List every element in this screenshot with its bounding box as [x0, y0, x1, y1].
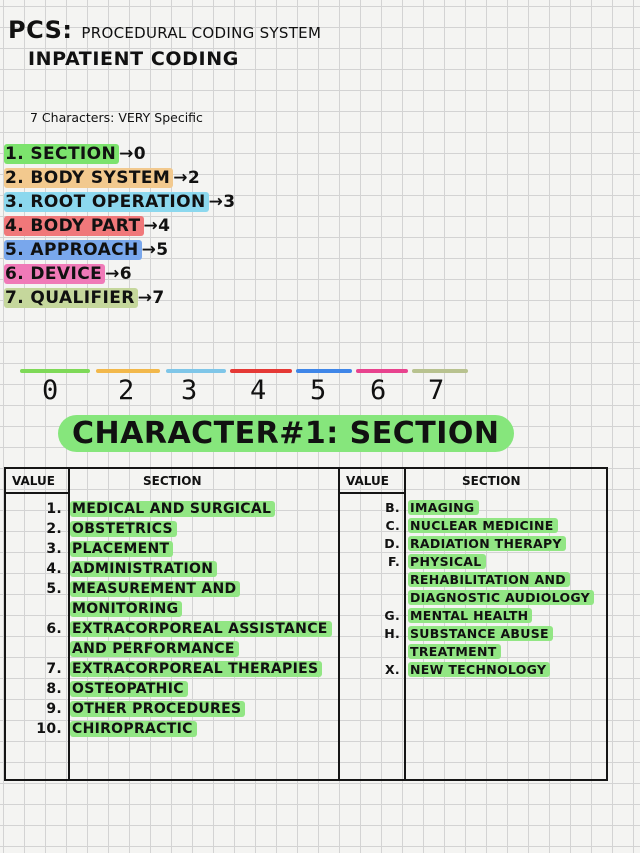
row-section-text: IMAGING	[408, 500, 479, 515]
character-color-key	[18, 369, 470, 406]
row-value: 10.	[36, 721, 62, 737]
color-key-digit: 7	[428, 375, 445, 406]
row-section-text: MEASUREMENT AND MONITORING	[70, 581, 240, 617]
header-value-right: VALUE	[346, 474, 389, 488]
table-header-rule	[6, 492, 68, 494]
row-section-text: ADMINISTRATION	[70, 561, 217, 577]
table-header-rule	[338, 492, 404, 494]
row-section-text: MEDICAL AND SURGICAL	[70, 501, 275, 517]
row-value: 6.	[46, 621, 62, 637]
step-label: 6. DEVICE	[4, 264, 105, 284]
section-title-wrap	[58, 415, 514, 452]
row-section-text: PLACEMENT	[70, 541, 173, 557]
row-value: C.	[385, 518, 400, 533]
row-section-text: OSTEOPATHIC	[70, 681, 188, 697]
row-section-text: RADIATION THERAPY	[408, 536, 566, 551]
color-key-digit: 3	[181, 375, 198, 406]
color-key-digit: 5	[310, 375, 327, 406]
step-arrow: →3	[208, 192, 236, 212]
row-section-text: NEW TECHNOLOGY	[408, 662, 550, 677]
color-key-digit: 6	[370, 375, 387, 406]
step-root-operation	[4, 190, 235, 214]
row-section-text: NUCLEAR MEDICINE	[408, 518, 558, 533]
page-subtitle: INPATIENT CODING	[28, 48, 239, 70]
row-section-text: MENTAL HEALTH	[408, 608, 532, 623]
step-label: 5. APPROACH	[4, 240, 142, 260]
table-divider	[404, 469, 406, 779]
row-section	[70, 699, 336, 719]
row-value: 3.	[46, 541, 62, 557]
row-value: 9.	[46, 701, 62, 717]
color-key-swatch	[296, 369, 352, 373]
step-body-part	[4, 214, 235, 238]
color-key-digit: 2	[118, 375, 135, 406]
step-label: 7. QUALIFIER	[4, 288, 138, 308]
step-qualifier	[4, 286, 235, 310]
character-steps-list	[4, 142, 235, 310]
step-arrow: →5	[141, 240, 169, 260]
step-label: 4. BODY PART	[4, 216, 144, 236]
color-key-swatch	[166, 369, 226, 373]
color-key-swatch	[412, 369, 468, 373]
seven-characters-note: 7 Characters: VERY Specific	[30, 110, 203, 125]
row-section	[408, 625, 568, 661]
color-key-digit: 0	[42, 375, 59, 406]
row-section	[70, 719, 336, 739]
row-value: 4.	[46, 561, 62, 577]
step-arrow: →0	[119, 144, 147, 164]
step-body-system	[4, 166, 235, 190]
color-key-swatch	[356, 369, 408, 373]
row-section	[408, 661, 604, 679]
title-procedural-coding-system: PROCEDURAL CODING SYSTEM	[81, 24, 322, 42]
page-title	[8, 16, 321, 44]
row-section	[408, 535, 604, 553]
color-key-digit: 4	[250, 375, 267, 406]
step-arrow: →2	[173, 168, 201, 188]
step-arrow: →7	[137, 288, 165, 308]
color-key-swatch	[230, 369, 292, 373]
row-section	[70, 679, 336, 699]
row-section-text: SUBSTANCE ABUSE TREATMENT	[408, 626, 553, 659]
row-value: G.	[384, 608, 400, 623]
step-approach	[4, 238, 235, 262]
row-value: 8.	[46, 681, 62, 697]
row-value: D.	[384, 536, 400, 551]
row-value: X.	[385, 662, 400, 677]
row-section-text: EXTRACORPOREAL THERAPIES	[70, 661, 322, 677]
color-key-swatch	[96, 369, 160, 373]
row-section	[408, 517, 604, 535]
row-value: F.	[387, 554, 400, 569]
step-arrow: →6	[105, 264, 132, 284]
color-key-swatch	[20, 369, 90, 373]
row-section	[408, 607, 604, 625]
row-section-text: PHYSICAL REHABILITATION AND DIAGNOSTIC AUDIOLOGY	[408, 554, 594, 605]
row-section	[408, 553, 604, 607]
step-label: 2. BODY SYSTEM	[4, 168, 173, 188]
step-section	[4, 142, 235, 166]
row-value: 1.	[46, 501, 62, 517]
row-section-text: CHIROPRACTIC	[70, 721, 197, 737]
header-section-left: SECTION	[143, 474, 202, 488]
row-value: 2.	[46, 521, 62, 537]
row-section-text: EXTRACORPOREAL ASSISTANCE AND PERFORMANCE	[70, 621, 332, 657]
row-value: 7.	[46, 661, 62, 677]
step-device	[4, 262, 235, 286]
row-section-text: OBSTETRICS	[70, 521, 177, 537]
section-table	[4, 467, 608, 781]
step-arrow: →4	[143, 216, 171, 236]
step-label: 1. SECTION	[4, 144, 119, 164]
row-section	[408, 499, 604, 517]
row-value: H.	[384, 626, 400, 641]
row-value: 5.	[46, 581, 62, 597]
header-value-left: VALUE	[12, 474, 55, 488]
header-section-right: SECTION	[462, 474, 521, 488]
step-label: 3. ROOT OPERATION	[4, 192, 209, 212]
section-title: CHARACTER#1: SECTION	[58, 415, 514, 452]
row-value: B.	[385, 500, 400, 515]
row-section-text: OTHER PROCEDURES	[70, 701, 245, 717]
title-pcs: PCS:	[8, 16, 73, 44]
